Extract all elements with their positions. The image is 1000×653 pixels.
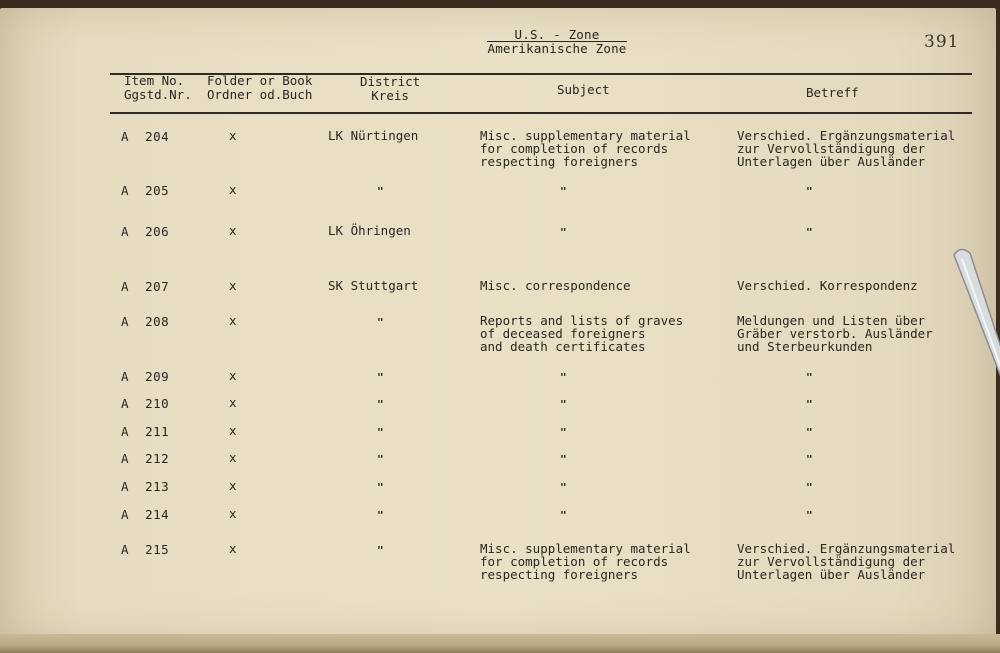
cell-district: " <box>377 426 384 439</box>
cell-folder: x <box>229 395 237 410</box>
cell-district: " <box>377 544 384 557</box>
header-rule-bottom <box>110 112 972 114</box>
cell-district: " <box>377 509 384 522</box>
cell-folder: x <box>229 506 237 521</box>
cell-folder: x <box>229 128 237 143</box>
cell-item: A 206 <box>121 224 170 239</box>
cell-subject: " <box>560 226 567 239</box>
cell-item: A 214 <box>121 507 170 522</box>
cell-folder: x <box>229 368 237 383</box>
zone-heading <box>472 28 642 55</box>
cell-betreff: " <box>806 398 813 411</box>
cell-district: " <box>377 453 384 466</box>
zone-line-1: U.S. - Zone <box>514 27 600 42</box>
cell-item: A 213 <box>121 479 170 494</box>
cell-item: A 209 <box>121 369 170 384</box>
column-header-item: Item No. Ggstd.Nr. <box>124 73 192 102</box>
cell-folder: x <box>229 223 237 238</box>
cell-betreff: " <box>806 226 813 239</box>
cell-folder: x <box>229 423 237 438</box>
cell-folder: x <box>229 450 237 465</box>
cell-subject: " <box>560 426 567 439</box>
cell-subject: " <box>560 453 567 466</box>
column-header-subject: Subject <box>557 82 610 97</box>
cell-betreff: " <box>806 185 813 198</box>
cell-district: " <box>377 316 384 329</box>
cell-betreff: Verschied. Ergänzungsmaterial zur Vervollständigung der Unterlagen über Ausländer <box>737 128 956 169</box>
cell-betreff: Verschied. Ergänzungsmaterial zur Vervollständigung der Unterlagen über Ausländer <box>737 541 956 582</box>
cell-subject: " <box>560 481 567 494</box>
zone-line-2: Amerikanische Zone <box>487 41 627 56</box>
cell-folder: x <box>229 541 237 556</box>
column-header-district: District Kreis <box>360 74 421 103</box>
cell-item: A 212 <box>121 451 170 466</box>
cell-item: A 211 <box>121 424 170 439</box>
cell-district: LK Öhringen <box>328 223 411 238</box>
cell-district: " <box>377 481 384 494</box>
cell-district: " <box>377 398 384 411</box>
cell-betreff: " <box>806 453 813 466</box>
cell-betreff: " <box>806 481 813 494</box>
cell-folder: x <box>229 278 237 293</box>
cell-district: LK Nürtingen <box>328 128 419 143</box>
cell-item: A 207 <box>121 279 170 294</box>
column-header-folder: Folder or Book Ordner od.Buch <box>207 73 313 102</box>
cell-item: A 205 <box>121 183 170 198</box>
tweezers-object <box>952 245 1000 395</box>
cell-item: A 210 <box>121 396 170 411</box>
cell-betreff: " <box>806 426 813 439</box>
page-number: 391 <box>924 32 960 52</box>
cell-subject: Misc. supplementary material for completion of records respecting foreigners <box>480 541 691 582</box>
cell-subject: " <box>560 371 567 384</box>
cell-item: A 208 <box>121 314 170 329</box>
cell-subject: Misc. correspondence <box>480 278 631 293</box>
page-edge <box>0 634 1000 653</box>
cell-district: SK Stuttgart <box>328 278 419 293</box>
cell-subject: Reports and lists of graves of deceased foreigners and death certificates <box>480 313 684 354</box>
cell-item: A 215 <box>121 542 170 557</box>
cell-district: " <box>377 185 384 198</box>
cell-betreff: " <box>806 509 813 522</box>
cell-folder: x <box>229 478 237 493</box>
cell-subject: Misc. supplementary material for completion of records respecting foreigners <box>480 128 691 169</box>
cell-betreff: " <box>806 371 813 384</box>
cell-folder: x <box>229 313 237 328</box>
cell-betreff: Verschied. Korrespondenz <box>737 278 918 293</box>
cell-folder: x <box>229 182 237 197</box>
column-header-betreff: Betreff <box>806 85 859 100</box>
cell-district: " <box>377 371 384 384</box>
cell-item: A 204 <box>121 129 170 144</box>
cell-subject: " <box>560 509 567 522</box>
cell-subject: " <box>560 185 567 198</box>
cell-subject: " <box>560 398 567 411</box>
cell-betreff: Meldungen und Listen über Gräber verstorb. Ausländer und Sterbeurkunden <box>737 313 933 354</box>
